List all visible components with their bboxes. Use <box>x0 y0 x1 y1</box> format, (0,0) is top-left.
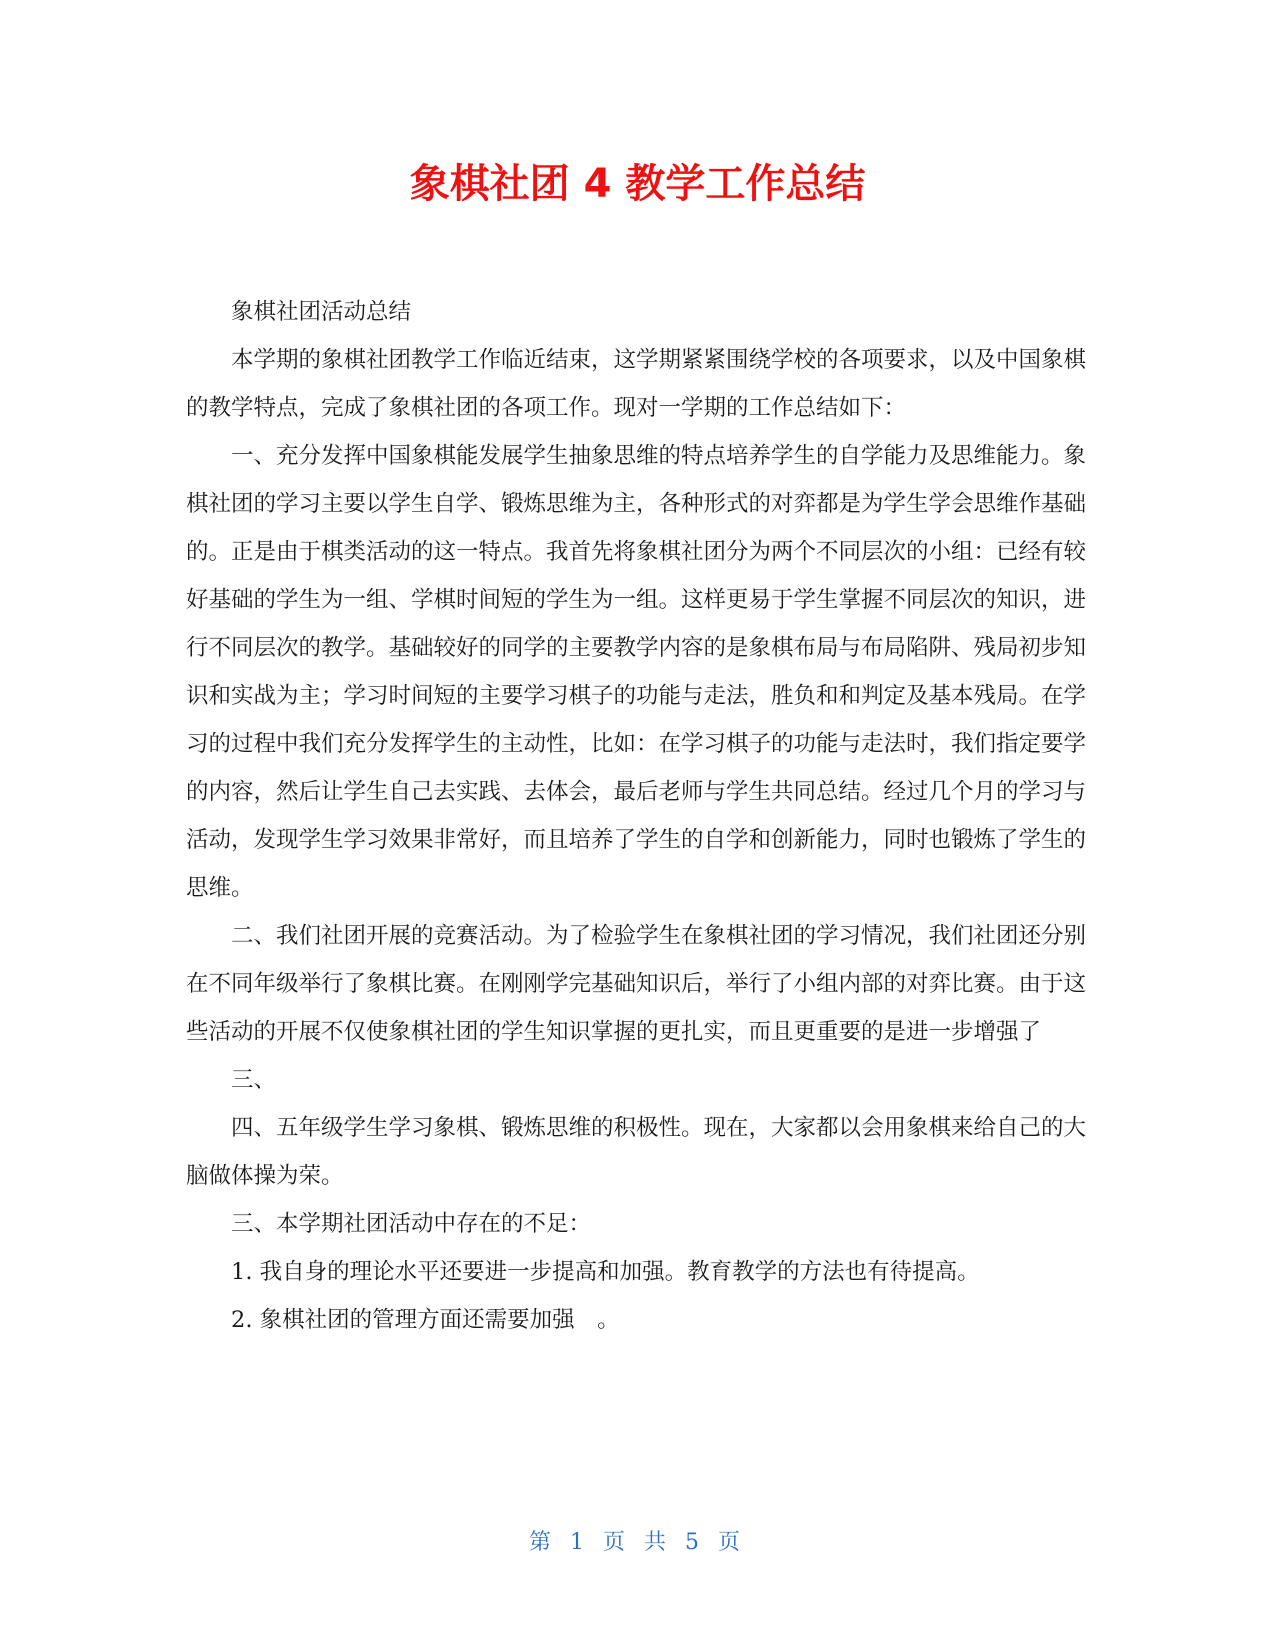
intro-paragraph: 本学期的象棋社团教学工作临近结束，这学期紧紧围绕学校的各项要求，以及中国象棋的教学特点，完成了象棋社团的各项工作。现对一学期的工作总结如下： <box>186 347 1087 421</box>
paragraph-part-two: 二、我们社团开展的竞赛活动。为了检验学生在象棋社团的学习情况，我们社团还分别在不同年级举行了象棋比赛。在刚刚学完基础知识后，举行了小组内部的对弈比赛。由于这些活动的开展不仅使象棋社团的学生知识掌握的更扎实，而且更重要的是进一步增强了 <box>186 923 1087 1045</box>
document-title: 象棋社团 4 教学工作总结 <box>409 161 866 207</box>
paragraph-part-three-marker: 三、 <box>231 1067 277 1093</box>
document-body <box>186 288 1086 1344</box>
shortcoming-item-2: 2. 象棋社团的管理方面还需要加强 。 <box>231 1307 620 1333</box>
paragraph-part-four: 四、五年级学生学习象棋、锻炼思维的积极性。现在，大家都以会用象棋来给自己的大脑做体操为荣。 <box>186 1115 1087 1189</box>
shortcomings-heading: 三、本学期社团活动中存在的不足： <box>231 1211 592 1237</box>
page-number-footer: 第 1 页 共 5 页 <box>529 1530 746 1555</box>
paragraph-part-one: 一、充分发挥中国象棋能发展学生抽象思维的特点培养学生的自学能力及思维能力。象棋社团的学习主要以学生自学、锻炼思维为主，各种形式的对弈都是为学生学会思维作基础的。正是由于棋类活动的这一特点。我首先将象棋社团分为两个不同层次的小组：已经有较好基础的学生为一组、学棋时间短的学生为一组。这样更易于学生掌握不同层次的知识，进行不同层次的教学。基础较好的同学的主要教学内容的是象棋布局与布局陷阱、残局初步知识和实战为主；学习时间短的主要学习棋子的功能与走法，胜负和和判定及基本残局。在学习的过程中我们充分发挥学生的主动性，比如：在学习棋子的功能与走法时，我们指定要学的内容，然后让学生自己去实践、去体会，最后老师与学生共同总结。经过几个月的学习与活动，发现学生学习效果非常好，而且培养了学生的自学和创新能力，同时也锻炼了学生的思维。 <box>186 443 1087 901</box>
section-heading: 象棋社团活动总结 <box>231 299 412 325</box>
shortcoming-item-1: 1. 我自身的理论水平还要进一步提高和加强。教育教学的方法也有待提高。 <box>231 1259 980 1285</box>
